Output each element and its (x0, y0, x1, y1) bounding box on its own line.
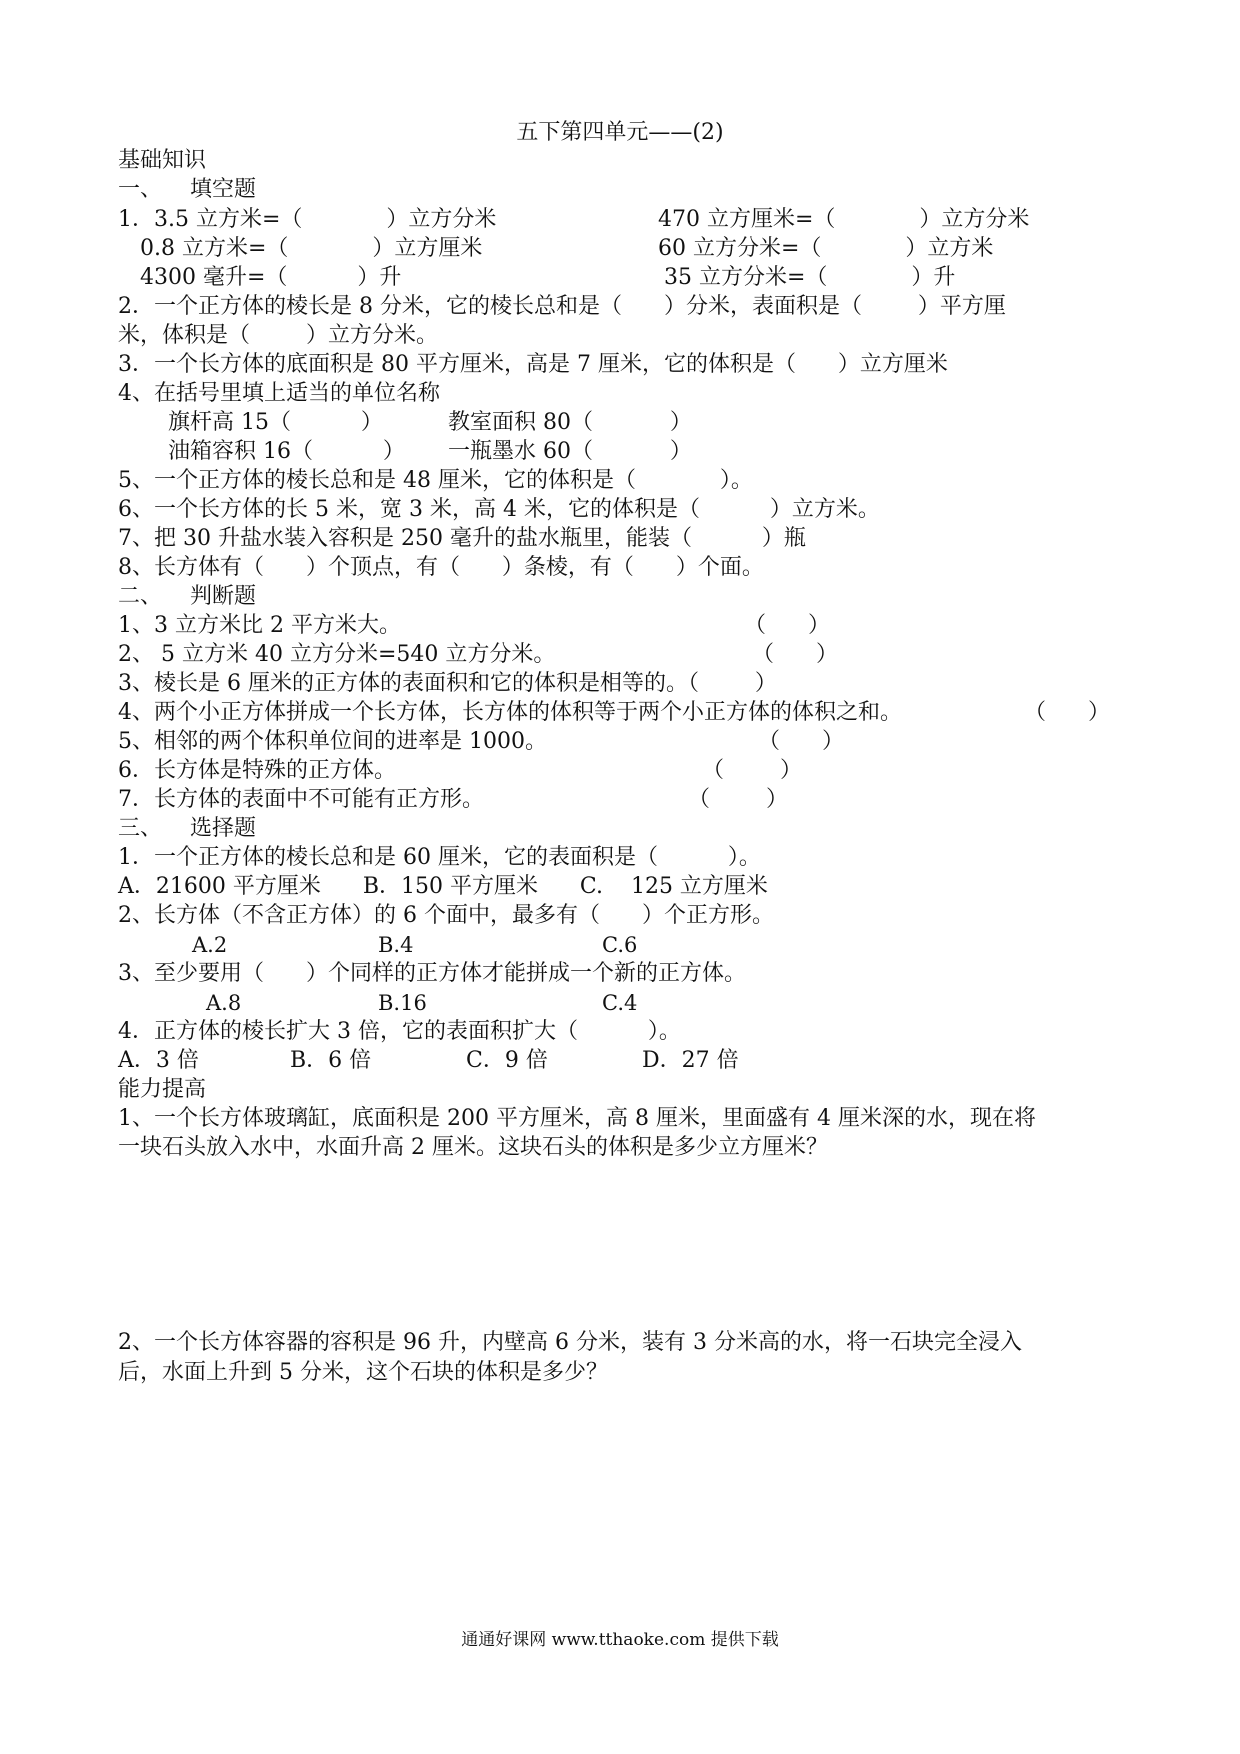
fill-q2-line2: 米，体积是（ ）立方分米。 (118, 323, 438, 348)
choice-q4-option-d: D．27 倍 (642, 1048, 739, 1073)
choice-q3-option-b: B.16 (378, 991, 427, 1015)
advanced-q2-line1: 2、一个长方体容器的容积是 96 升，内壁高 6 分米，装有 3 分米高的水，将一石块完全浸入 (118, 1330, 1022, 1355)
choice-q1-options: A．21600 平方厘米 B．150 平方厘米 C. 125 立方厘米 (118, 874, 768, 899)
judge-item-4: 4、两个小正方体拼成一个长方体，长方体的体积等于两个小正方体的体积之和。 (118, 700, 902, 725)
fill-q8: 8、长方体有（ ）个顶点，有（ ）条棱，有（ ）个面。 (118, 555, 764, 580)
choice-q4-option-b: B．6 倍 (290, 1048, 372, 1073)
choice-q2: 2、长方体（不含正方体）的 6 个面中，最多有（ ）个正方形。 (118, 903, 774, 928)
fill-q6: 6、一个长方体的长 5 米，宽 3 米，高 4 米，它的体积是（ ）立方米。 (118, 497, 880, 522)
advanced-q1-line2: 一块石头放入水中，水面升高 2 厘米。这块石头的体积是多少立方厘米？ (118, 1135, 828, 1160)
choice-q4-option-c: C．9 倍 (466, 1048, 548, 1073)
fill-q4-d: 一瓶墨水 60（ ） (448, 439, 692, 464)
fill-q1-e: 4300 毫升=（ ）升 (140, 265, 402, 290)
judge-item-1: 1、3 立方米比 2 平方米大。 (118, 613, 401, 638)
choice-q2-option-b: B.4 (378, 933, 414, 957)
choice-q3-option-c: C.4 (602, 991, 638, 1015)
fill-q1-c: 0.8 立方米=（ ）立方厘米 (140, 236, 483, 261)
judge-item-7: 7．长方体的表面中不可能有正方形。 (118, 787, 484, 812)
fill-q4: 4、在括号里填上适当的单位名称 (118, 381, 440, 406)
advanced-q1-line1: 1、一个长方体玻璃缸，底面积是 200 平方厘米，高 8 厘米，里面盛有 4 厘米深的水，现在将 (118, 1106, 1036, 1131)
advanced-q2-line2: 后，水面上升到 5 分米，这个石块的体积是多少？ (118, 1360, 608, 1385)
choice-q3: 3、至少要用（ ）个同样的正方体才能拼成一个新的正方体。 (118, 961, 746, 986)
choice-q4-option-a: A．3 倍 (118, 1048, 199, 1073)
fill-q2-line1: 2．一个正方体的棱长是 8 分米，它的棱长总和是（ ）分米，表面积是（ ）平方厘 (118, 294, 1006, 319)
judge-paren-1: （ ） (744, 613, 830, 638)
judge-paren-6: （ ） (702, 758, 802, 783)
page-title: 五下第四单元——(2) (516, 120, 724, 145)
fill-q1-f: 35 立方分米=（ ）升 (664, 265, 956, 290)
part2-heading: 二、 判断题 (118, 584, 256, 609)
footer-credit: 通通好课网 www.tthaoke.com 提供下载 (461, 1630, 779, 1650)
fill-q4-c: 油箱容积 16（ ） (168, 439, 405, 464)
judge-item-3: 3、棱长是 6 厘米的正方体的表面积和它的体积是相等的。（ ） (118, 671, 777, 696)
fill-q5: 5、一个正方体的棱长总和是 48 厘米，它的体积是（ ）。 (118, 468, 753, 493)
part3-heading: 三、 选择题 (118, 816, 256, 841)
fill-q4-b: 教室面积 80（ ） (448, 410, 692, 435)
judge-paren-5: （ ） (758, 729, 844, 754)
judge-item-6: 6．长方体是特殊的正方体。 (118, 758, 396, 783)
choice-q4: 4．正方体的棱长扩大 3 倍，它的表面积扩大（ ）。 (118, 1019, 681, 1044)
choice-q1: 1．一个正方体的棱长总和是 60 厘米，它的表面积是（ ）。 (118, 845, 761, 870)
judge-item-5: 5、相邻的两个体积单位间的进率是 1000。 (118, 729, 547, 754)
fill-q1-d: 60 立方分米=（ ）立方米 (658, 236, 994, 261)
choice-q3-option-a: A.8 (206, 991, 242, 1015)
choice-q2-option-a: A.2 (192, 933, 228, 957)
judge-item-2: 2、 5 立方米 40 立方分米=540 立方分米。 (118, 642, 556, 667)
fill-q1-b: 470 立方厘米=（ ）立方分米 (658, 207, 1030, 232)
fill-q3: 3．一个长方体的底面积是 80 平方厘米，高是 7 厘米，它的体积是（ ）立方厘米 (118, 352, 948, 377)
fill-q4-a: 旗杆高 15（ ） (168, 410, 383, 435)
judge-paren-7: （ ） (688, 787, 788, 812)
part1-heading: 一、 填空题 (118, 177, 256, 202)
judge-paren-2: （ ） (752, 642, 838, 667)
section-basic-heading: 基础知识 (118, 148, 207, 173)
fill-q7: 7、把 30 升盐水装入容积是 250 毫升的盐水瓶里，能装（ ）瓶 (118, 526, 806, 551)
fill-q1-a: 1．3.5 立方米=（ ）立方分米 (118, 207, 497, 232)
choice-q2-option-c: C.6 (602, 933, 638, 957)
section-advanced-heading: 能力提高 (118, 1077, 207, 1102)
judge-paren-4: （ ） (1024, 700, 1110, 725)
